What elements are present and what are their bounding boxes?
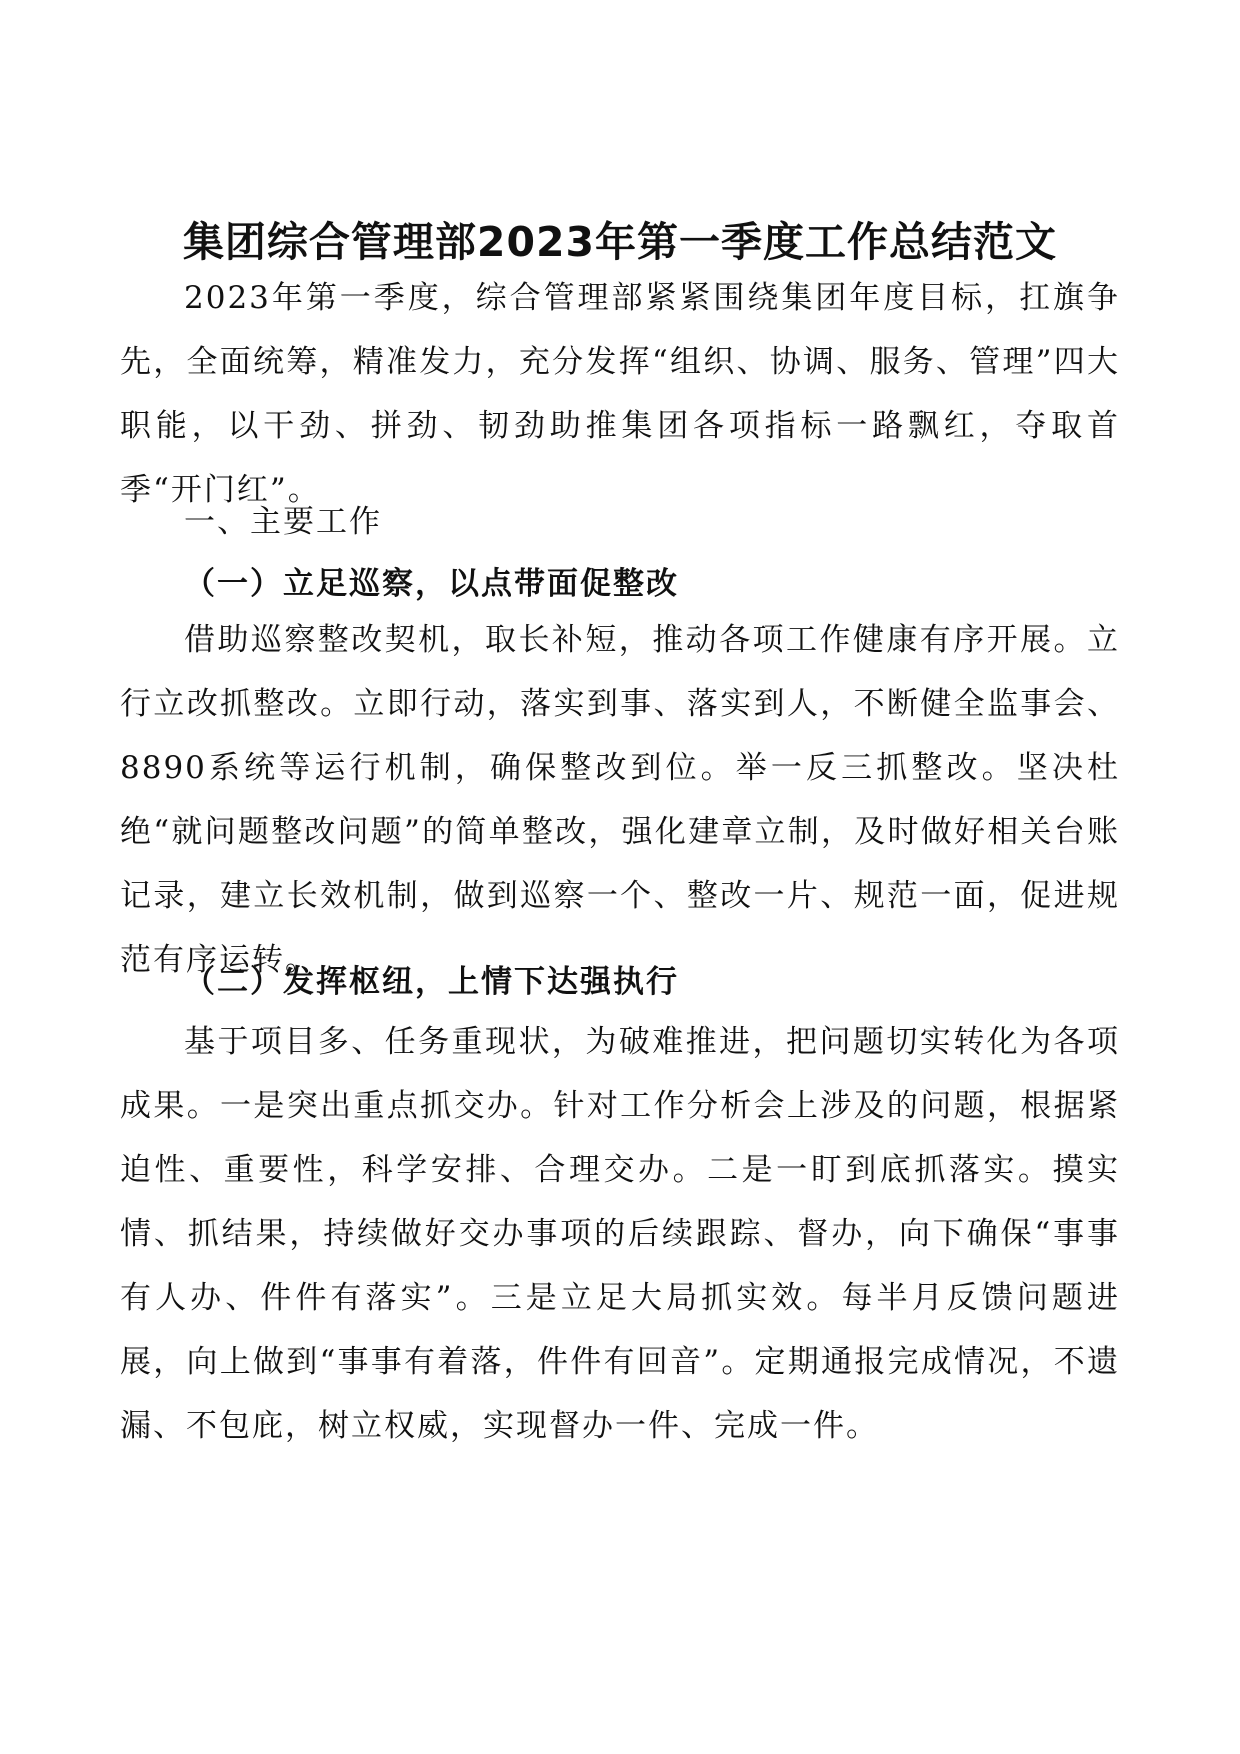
document-title: 集团综合管理部2023年第一季度工作总结范文 — [182, 218, 1058, 266]
subsection-body-inspection: 借助巡察整改契机，取长补短，推动各项工作健康有序开展。立行立改抓整改。立即行动，落实到事、落实到人，不断健全监事会、8890系统等运行机制，确保整改到位。举一反三抓整改。坚决杜绝“就问题整改问题”的简单整改，强化建章立制，及时做好相关台账记录，建立长效机制，做到巡察一个、整改一片、规范一面，促进规范有序运转。 — [120, 622, 1120, 978]
subsection-heading-hub: （二）发挥枢纽，上情下达强执行 — [184, 964, 679, 1000]
subsection-heading-inspection: （一）立足巡察，以点带面促整改 — [184, 566, 679, 602]
section-heading-main-work: 一、主要工作 — [184, 504, 382, 540]
subsection-body-hub: 基于项目多、任务重现状，为破难推进，把问题切实转化为各项成果。一是突出重点抓交办。针对工作分析会上涉及的问题，根据紧迫性、重要性，科学安排、合理交办。二是一盯到底抓落实。摸实情、抓结果，持续做好交办事项的后续跟踪、督办，向下确保“事事有人办、件件有落实”。三是立足大局抓实效。每半月反馈问题进展，向上做到“事事有着落，件件有回音”。定期通报完成情况，不遗漏、不包庇，树立权威，实现督办一件、完成一件。 — [120, 1024, 1120, 1444]
intro-paragraph: 2023年第一季度，综合管理部紧紧围绕集团年度目标，扛旗争先，全面统筹，精准发力，充分发挥“组织、协调、服务、管理”四大职能，以干劲、拼劲、韧劲助推集团各项指标一路飘红，夺取首季“开门红”。 — [120, 280, 1120, 508]
document-page — [120, 0, 1120, 1754]
